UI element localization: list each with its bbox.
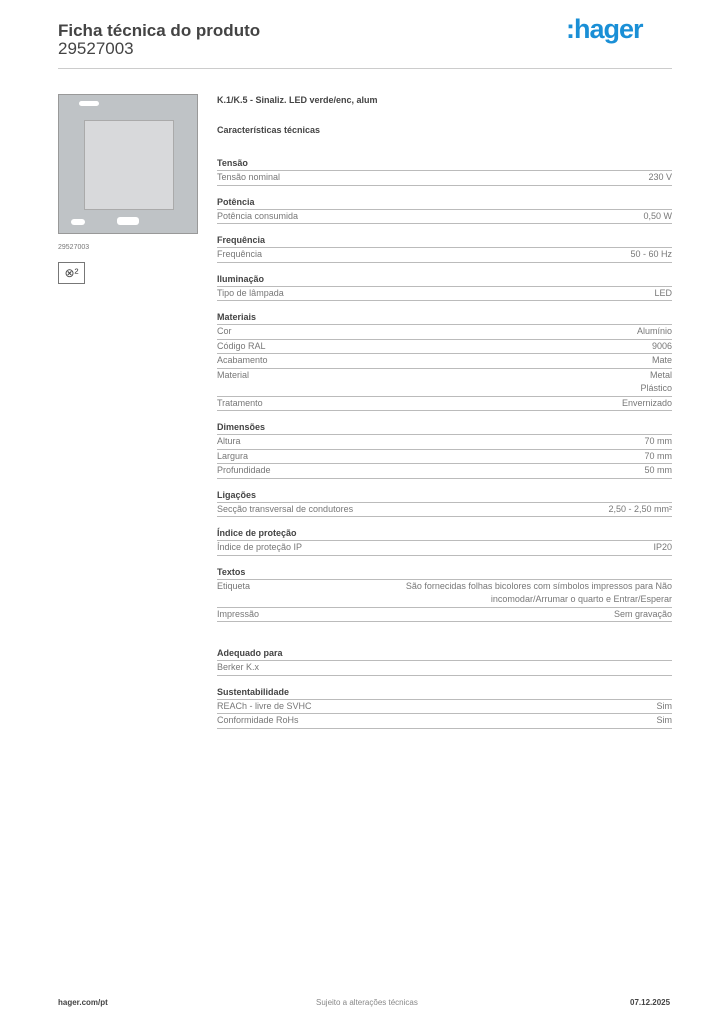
- footer-website: hager.com/pt: [58, 998, 108, 1007]
- spec-value: Envernizado: [621, 397, 672, 408]
- section-title: Materiais: [217, 310, 672, 325]
- spec-label: Altura: [217, 436, 241, 446]
- section-title: Dimensões: [217, 420, 672, 435]
- spec-label: Acabamento: [217, 355, 268, 365]
- spec-row: [217, 714, 672, 729]
- section-title: Iluminação: [217, 272, 672, 287]
- spec-section: [217, 685, 672, 729]
- spec-label: Berker K.x: [217, 662, 260, 672]
- spec-section: [217, 420, 672, 479]
- spec-row: [217, 369, 672, 397]
- spec-label: Tratamento: [217, 397, 263, 408]
- lamp-class-2-icon: ⊗²: [58, 262, 85, 284]
- section-title: Ligações: [217, 488, 672, 503]
- spec-row: [217, 171, 672, 186]
- spec-section: [217, 488, 672, 518]
- spec-label: Índice de proteção IP: [217, 542, 303, 552]
- spec-section: [217, 233, 672, 263]
- product-name: K.1/K.5 - Sinaliz. LED verde/enc, alum: [217, 95, 378, 105]
- spec-label: Secção transversal de condutores: [217, 503, 354, 514]
- section-heading: Características técnicas: [217, 125, 321, 135]
- section-title: Potência: [217, 195, 672, 210]
- product-number: 29527003: [58, 39, 134, 58]
- spec-content: [217, 95, 672, 738]
- spec-row: [217, 210, 672, 225]
- spec-label: Impressão: [217, 608, 260, 619]
- spec-section: [217, 646, 672, 676]
- spec-value: Alumínio: [636, 326, 672, 336]
- section-title: Frequência: [217, 233, 672, 248]
- spec-row: [217, 541, 672, 556]
- spec-row: [217, 608, 672, 623]
- spec-value: Mate: [651, 355, 672, 365]
- spec-row: [217, 503, 672, 518]
- spec-section: [217, 195, 672, 225]
- spec-row: [217, 464, 672, 479]
- spec-row: [217, 248, 672, 263]
- spec-value: Sem gravação: [613, 608, 672, 619]
- spec-label: Código RAL: [217, 340, 266, 351]
- section-title: Textos: [217, 565, 672, 580]
- spec-value: 0,50 W: [643, 210, 672, 221]
- spec-section: [217, 565, 672, 623]
- spec-row: [217, 354, 672, 369]
- section-title: Índice de proteção: [217, 526, 672, 541]
- spec-section: [217, 156, 672, 186]
- section-title: Sustentabilidade: [217, 685, 672, 700]
- spec-value: 50 mm: [644, 465, 672, 475]
- spec-label: Frequência: [217, 249, 263, 259]
- spec-label: Cor: [217, 326, 232, 336]
- spec-row: [217, 661, 672, 676]
- spec-value: Metal Plástico: [640, 369, 672, 393]
- spec-value: 2,50 - 2,50 mm²: [608, 503, 672, 514]
- spec-label: Tensão nominal: [217, 172, 281, 182]
- spec-row: [217, 450, 672, 465]
- spec-label: REACh - livre de SVHC: [217, 700, 312, 711]
- spec-row: [217, 700, 672, 715]
- spec-value: LED: [654, 287, 672, 298]
- image-caption: 29527003: [58, 244, 90, 251]
- hager-logo: :hager: [566, 14, 643, 44]
- spec-label: Potência consumida: [217, 210, 299, 221]
- footer-date: 07.12.2025: [630, 998, 671, 1007]
- footer-note: Sujeito a alterações técnicas: [316, 998, 418, 1007]
- spec-section: [217, 526, 672, 556]
- section-title: Adequado para: [217, 646, 672, 661]
- spec-value: IP20: [653, 542, 672, 552]
- product-image: [58, 94, 198, 234]
- divider: [58, 68, 672, 69]
- spec-value: São fornecidas folhas bicolores com símbolos impressos para Não incomodar/Arrumar o quarto e Entrar/Esperar: [405, 580, 672, 604]
- spec-label: Largura: [217, 450, 249, 461]
- spec-label: Tipo de lâmpada: [217, 287, 284, 298]
- spec-label: Material: [217, 369, 250, 380]
- spec-section: [217, 310, 672, 411]
- page-title: Ficha técnica do produto: [58, 21, 261, 40]
- spec-value: Sim: [656, 715, 672, 725]
- spec-value: 50 - 60 Hz: [630, 249, 672, 259]
- spec-row: [217, 580, 672, 608]
- spec-label: Etiqueta: [217, 580, 251, 591]
- spec-row: [217, 340, 672, 355]
- spec-row: [217, 397, 672, 412]
- spec-value: 230 V: [648, 172, 672, 182]
- spec-row: [217, 435, 672, 450]
- section-title: Tensão: [217, 156, 672, 171]
- spec-value: 70 mm: [644, 436, 672, 446]
- spec-label: Profundidade: [217, 465, 271, 475]
- spec-row: [217, 325, 672, 340]
- spec-label: Conformidade RoHs: [217, 715, 299, 725]
- spec-value: 9006: [651, 340, 672, 351]
- spec-section: [217, 272, 672, 302]
- spec-value: Sim: [656, 700, 672, 711]
- spec-row: [217, 287, 672, 302]
- spec-value: 70 mm: [644, 450, 672, 461]
